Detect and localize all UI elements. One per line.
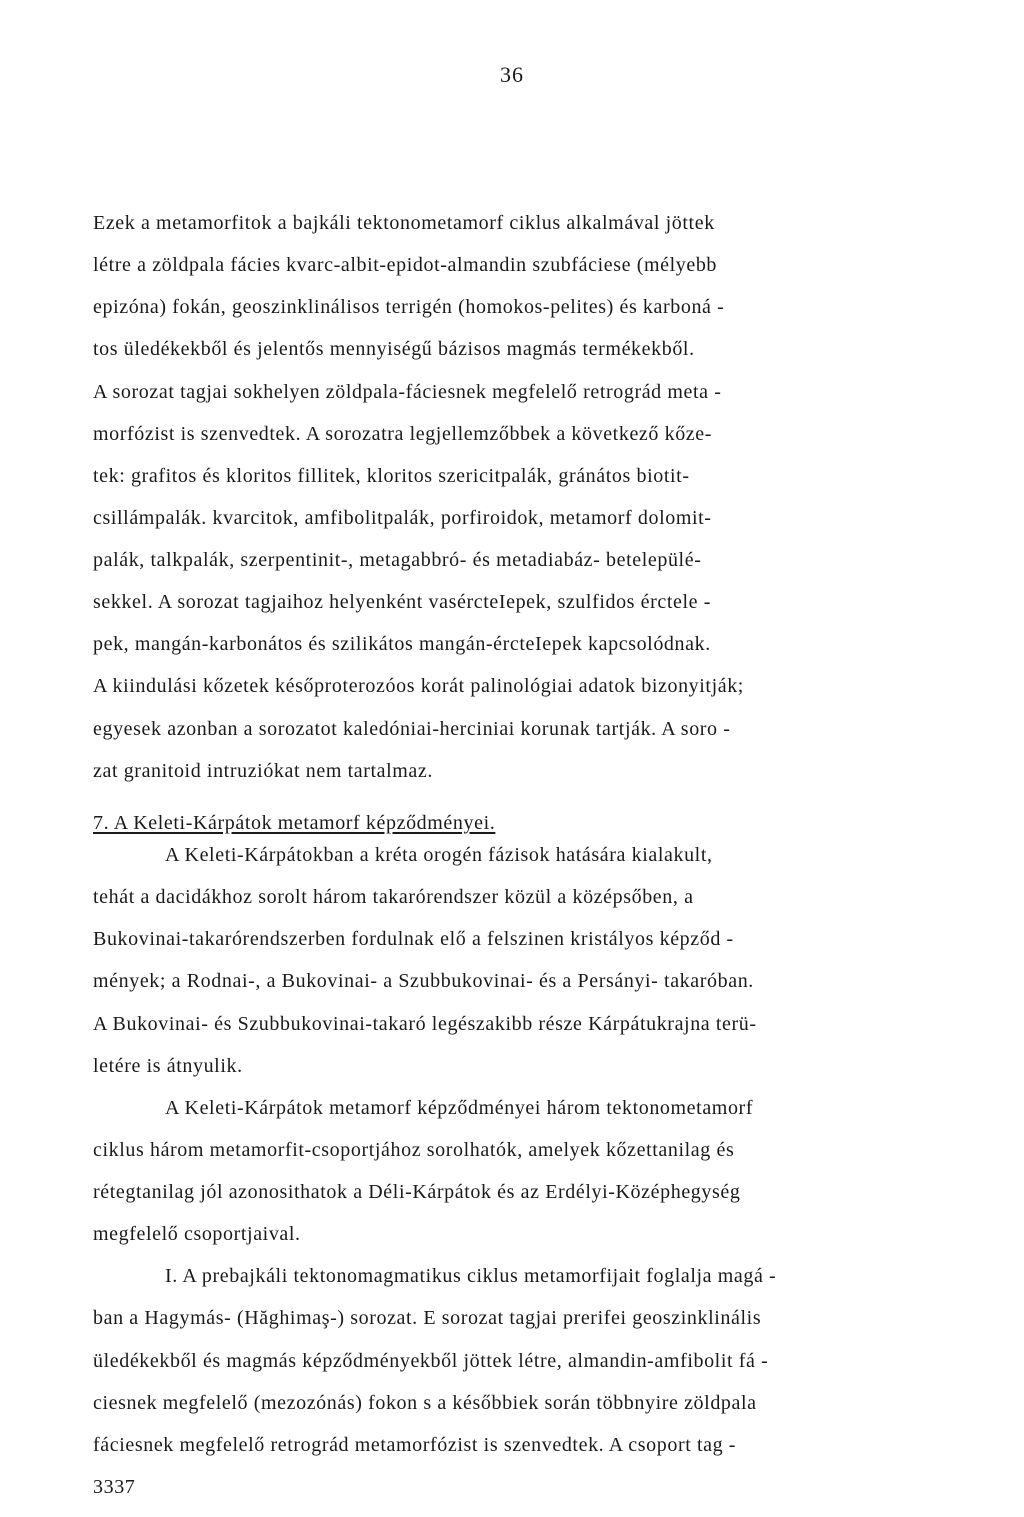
paragraph-line: Ezek a metamorfitok a bajkáli tektonometamorf ciklus alkalmával jöttek xyxy=(93,212,715,234)
paragraph-line: tehát a dacidákhoz sorolt három takarórendszer közül a középsőben, a xyxy=(93,886,694,909)
paragraph-line: letére is átnyulik. xyxy=(93,1054,243,1077)
footer-code: 3337 xyxy=(93,1476,136,1498)
paragraph-line: mények; a Rodnai-, a Bukovinai- a Szubbukovinai- és a Persányi- takaróban. xyxy=(93,970,754,993)
paragraph-line: tek: grafitos és kloritos fillitek, kloritos szericitpalák, gránátos biotit- xyxy=(93,464,690,487)
paragraph-line: rétegtanilag jól azonosithatok a Déli-Kárpátok és az Erdélyi-Középhegység xyxy=(93,1181,741,1204)
paragraph-line: zat granitoid intruziókat nem tartalmaz. xyxy=(93,759,433,782)
paragraph-line: fáciesnek megfelelő retrográd metamorfózist is szenvedtek. A csoport tag - xyxy=(93,1433,737,1456)
paragraph-line: Bukovinai-takarórendszerben fordulnak elő a felszinen kristályos képződ - xyxy=(93,928,734,951)
paragraph-line: megfelelő csoportjaival. xyxy=(93,1223,301,1246)
paragraph-line: csillámpalák. kvarcitok, amfibolitpalák, porfiroidok, metamorf dolomit- xyxy=(93,506,712,529)
paragraph-line: létre a zöldpala fácies kvarc-albit-epidot-almandin szubfáciese (mélyebb xyxy=(93,254,718,277)
paragraph-line: sekkel. A sorozat tagjaihoz helyenként vasércteIepek, szulfidos érctele - xyxy=(93,591,712,614)
paragraph-line: A sorozat tagjai sokhelyen zöldpala-fáciesnek megfelelő retrográd meta - xyxy=(93,380,722,403)
paragraph-line: A Keleti-Kárpátok metamorf képződményei három tektonometamorf xyxy=(165,1096,754,1119)
paragraph-line: A kiindulási kőzetek későproterozóos korát palinológiai adatok bizonyitják; xyxy=(93,675,744,698)
paragraph-line: ciesnek megfelelő (mezozónás) fokon s a későbbiek során többnyire zöldpala xyxy=(93,1391,757,1414)
paragraph-line: pek, mangán-karbonátos és szilikátos mangán-ércteIepek kapcsolódnak. xyxy=(93,633,711,656)
paragraph-line: morfózist is szenvedtek. A sorozatra legjellemzőbbek a következő kőze- xyxy=(93,422,713,445)
paragraph-line: A Keleti-Kárpátokban a kréta orogén fázisok hatására kialakult, xyxy=(165,844,713,866)
paragraph-line: epizóna) fokán, geoszinklinálisos terrigén (homokos-pelites) és karboná - xyxy=(93,296,725,319)
paragraph-line: ciklus három metamorfit-csoportjához sorolhatók, amelyek kőzettanilag és xyxy=(93,1138,735,1161)
paragraph-line: tos üledékekből és jelentős mennyiségű bázisos magmás termékekből. xyxy=(93,338,695,361)
paragraph-line: palák, talkpalák, szerpentinit-, metagabbró- és metadiabáz- betelepülé- xyxy=(93,549,702,572)
paragraph-line: üledékekből és magmás képződményekből jöttek létre, almandin-amfibolit fá - xyxy=(93,1349,769,1372)
paragraph-line: A Bukovinai- és Szubbukovinai-takaró legészakibb része Kárpátukrajna terü- xyxy=(93,1012,757,1035)
paragraph-line: ban a Hagymás- (Hăghimaş-) sorozat. E sorozat tagjai prerifei geoszinklinális xyxy=(93,1307,762,1330)
section-heading: 7. A Keleti-Kárpátok metamorf képződményei. xyxy=(93,811,496,834)
page-number: 36 xyxy=(500,62,524,87)
paragraph-line: I. A prebajkáli tektonomagmatikus ciklus metamorfijait foglalja magá - xyxy=(165,1265,777,1288)
paragraph-line: egyesek azonban a sorozatot kaledóniai-herciniai korunak tartják. A soro - xyxy=(93,717,731,740)
